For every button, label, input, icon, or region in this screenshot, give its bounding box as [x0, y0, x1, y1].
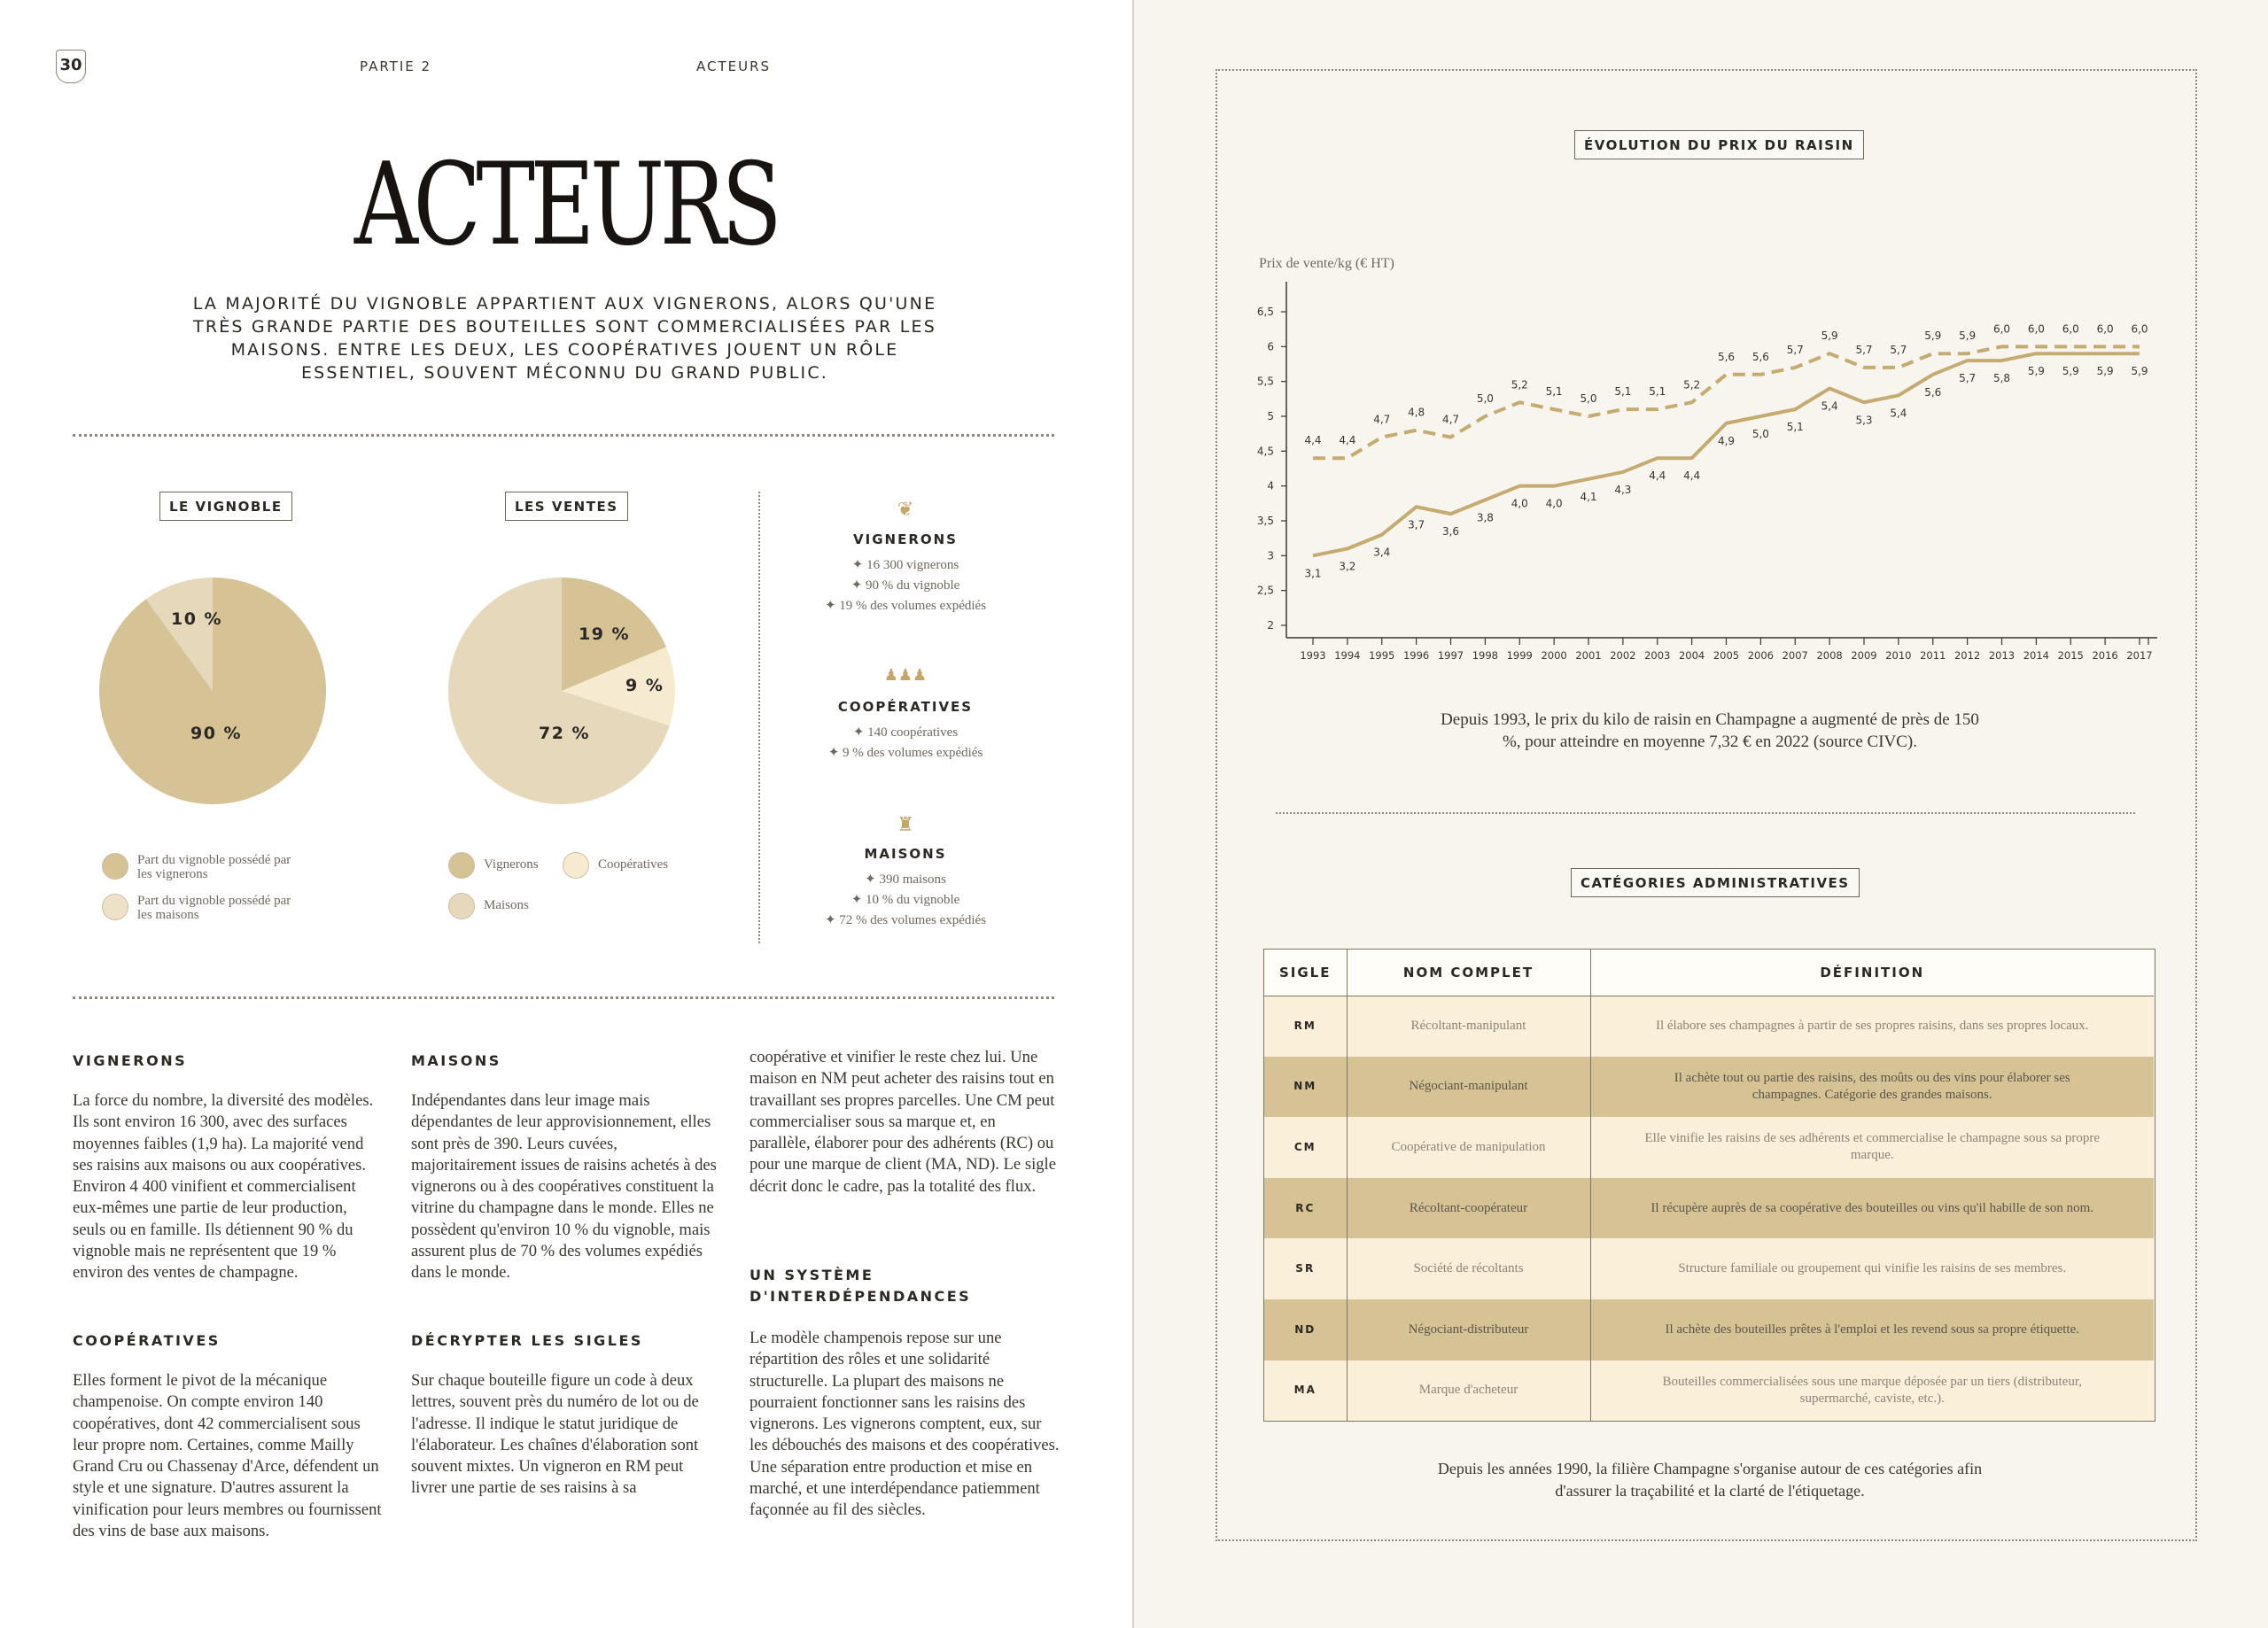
cell-sigle: SR [1264, 1238, 1347, 1299]
data-label: 4,0 [1511, 497, 1528, 510]
data-label: 5,8 [1992, 372, 2011, 385]
x-tick-label: 2015 [2057, 649, 2084, 662]
cell-nom: Marque d'acheteur [1347, 1361, 1590, 1422]
table-row [1264, 996, 2154, 1057]
cell-definition: Il achète des bouteilles prêtes à l'emploi et les revend sous sa propre étiquette. [1590, 1299, 2154, 1361]
legend-swatch-vignerons-ventes [448, 852, 475, 879]
y-tick-label: 5 [1267, 410, 1274, 423]
x-tick-label: 2000 [1541, 649, 1567, 662]
data-label: 4,7 [1441, 413, 1460, 426]
data-label: 5,2 [1511, 378, 1528, 391]
data-label: 6,0 [2131, 322, 2148, 336]
data-label: 4,4 [1304, 434, 1322, 447]
stat-title-cooperatives: COOPÉRATIVES [837, 699, 974, 715]
running-section: PARTIE 2 [360, 58, 432, 74]
price-chart [1240, 266, 2171, 682]
cell-sigle: RM [1264, 996, 1347, 1057]
ventes-label: LES VENTES [505, 492, 628, 521]
stat-line: ✦ 140 coopératives [852, 725, 959, 740]
page-title: ACTEURS [353, 139, 778, 271]
data-label: 5,7 [1959, 372, 1977, 385]
divider-bottom [73, 996, 1054, 999]
data-label: 4,3 [1614, 483, 1632, 496]
data-label: 5,7 [1786, 343, 1804, 356]
x-tick-label: 2006 [1747, 649, 1775, 662]
vignoble-slice-10-label: 10 % [171, 609, 223, 629]
categories-caption: Depuis les années 1990, la filière Champagne s'organise autour de ces catégories afin d'assurer la traçabilité et la clarté de l'étiquetage. [1437, 1460, 1983, 1500]
cell-sigle: CM [1264, 1117, 1347, 1178]
data-label: 5,7 [1890, 343, 1907, 356]
x-tick-label: 2005 [1713, 649, 1740, 662]
stat-title-maisons: MAISONS [864, 846, 947, 862]
cell-nom: Coopérative de manipulation [1347, 1117, 1590, 1178]
heading-sigles: DÉCRYPTER LES SIGLES [411, 1332, 643, 1349]
cell-nom: Récoltant-manipulant [1347, 996, 1590, 1057]
cell-nom: Récoltant-coopérateur [1347, 1178, 1590, 1239]
legend-text-maisons-ventes: Maisons [484, 898, 529, 912]
x-tick-label: 2004 [1678, 649, 1705, 662]
data-label: 3,2 [1339, 560, 1356, 573]
x-tick-label: 2010 [1885, 649, 1912, 662]
data-label: 5,9 [2131, 365, 2148, 378]
data-label: 5,1 [1649, 385, 1666, 399]
table-row [1264, 1361, 2154, 1422]
y-tick-label: 6 [1267, 340, 1274, 353]
data-label: 4,4 [1649, 469, 1666, 483]
heading-maisons: MAISONS [411, 1052, 501, 1069]
cell-definition: Structure familiale ou groupement qui vinifie les raisins de ses membres. [1590, 1238, 2154, 1299]
table-row [1264, 1238, 2154, 1299]
heading-vignerons: VIGNERONS [73, 1052, 188, 1069]
x-tick-label: 1993 [1300, 649, 1326, 662]
legend-swatch-maisons [102, 894, 128, 920]
cell-sigle: NM [1264, 1057, 1347, 1118]
y-tick-label: 3,5 [1256, 515, 1274, 527]
legend-swatch-maisons-ventes [448, 893, 475, 919]
ventes-slice-9-label: 9 % [625, 676, 664, 695]
data-label: 5,9 [1821, 329, 1838, 343]
data-label: 3,7 [1408, 518, 1425, 531]
page-number: 30 [56, 50, 86, 83]
x-tick-label: 2009 [1851, 649, 1877, 662]
lead-paragraph: LA MAJORITÉ DU VIGNOBLE APPARTIENT AUX VIGNERONS, ALORS QU'UNE TRÈS GRANDE PARTIE DES BOUTEILLES SONT COMMERCIALISÉES PAR LES MAISONS. ENTRE LES DEUX, LES COOPÉRATIVES JOUENT UN RÔLE ESSENTIEL, SOUVENT MÉCONNU DU GRAND PUBLIC. [192, 294, 937, 383]
col-header-definition: DÉFINITION [1590, 950, 2154, 996]
cell-definition: Elle vinifie les raisins de ses adhérents et commercialise le champagne sous sa propre marque. [1590, 1117, 2154, 1178]
grapes-icon: ❦ [897, 498, 914, 520]
x-tick-label: 2001 [1575, 649, 1602, 662]
data-label: 5,9 [2027, 365, 2045, 378]
legend-text-cooperatives-ventes: Coopératives [598, 857, 669, 872]
y-tick-label: 4 [1267, 479, 1274, 492]
data-label: 3,4 [1373, 546, 1391, 559]
data-label: 5,4 [1821, 399, 1838, 413]
legend-swatch-cooperatives-ventes [563, 852, 589, 879]
legend-text-maisons: Part du vignoble possédé par les maisons [137, 894, 291, 922]
legend-swatch-vignerons [102, 853, 128, 880]
data-label: 5,9 [2062, 365, 2079, 378]
x-tick-label: 2003 [1644, 649, 1671, 662]
x-tick-label: 1999 [1506, 649, 1533, 662]
text-sigles-continued: coopérative et vinifier le reste chez lui. Une maison en NM peut acheter des raisins tout en travaillant ses propres parcelles. Une CM peut commercialiser sous sa marque et, en parallèle, élaborer pour des adhérents (RC) ou pour une marque de client (MA, ND). Le sigle décrit donc le cadre, pas la totalité des flux. [750, 1048, 1056, 1196]
x-tick-label: 1997 [1437, 649, 1464, 662]
data-label: 6,0 [1992, 322, 2011, 336]
text-vignerons: La force du nombre, la diversité des modèles. Ils sont environ 16 300, avec des surfaces moyennes faibles (1,9 ha). La majorité vend ses raisins aux maisons ou aux coopératives. Environ 4 400 vinifient et commercialisent eux-mêmes une partie de leur production, seuls ou en famille. Ils détiennent 90 % du vignoble mais ne représentent que 19 % environ des ventes de champagne. [73, 1091, 374, 1283]
data-label: 5,1 [1786, 421, 1804, 434]
data-label: 4,4 [1339, 434, 1356, 447]
data-label: 3,8 [1476, 511, 1494, 524]
people-icon: ♟♟♟ [883, 666, 928, 684]
cell-nom: Négociant-manipulant [1347, 1057, 1590, 1118]
data-label: 5,6 [1924, 385, 1942, 399]
heading-systeme: UN SYSTÈME D'INTERDÉPENDANCES [750, 1267, 972, 1305]
y-tick-label: 3 [1267, 549, 1274, 562]
chart-ylabel: Prix de vente/kg (€ HT) [1259, 256, 1394, 271]
data-label: 4,1 [1580, 490, 1597, 503]
cell-definition: Bouteilles commercialisées sous une marque déposée par un tiers (distributeur, supermarché, caviste, etc.). [1590, 1361, 2154, 1422]
col-header-nom: NOM COMPLET [1347, 950, 1590, 996]
data-label: 4,8 [1408, 406, 1425, 419]
stat-title-vignerons: VIGNERONS [853, 531, 958, 547]
data-label: 5,0 [1751, 428, 1769, 440]
x-tick-label: 1996 [1402, 649, 1430, 662]
stat-line: ✦ 72 % des volumes expédiés [824, 913, 987, 927]
data-label: 6,0 [2027, 322, 2045, 336]
data-label: 5,0 [1476, 392, 1494, 405]
data-label: 6,0 [2096, 322, 2114, 336]
stat-line: ✦ 10 % du vignoble [850, 893, 960, 907]
x-tick-label: 2011 [1920, 649, 1946, 662]
vignoble-label: LE VIGNOBLE [159, 492, 292, 521]
x-tick-label: 1994 [1334, 649, 1361, 662]
x-tick-label: 2017 [2126, 649, 2153, 662]
y-tick-label: 4,5 [1256, 445, 1274, 458]
text-sigles: Sur chaque bouteille figure un code à deux lettres, souvent près du numéro de lot ou de l'adresse. Il indique le statut juridique de l'élaborateur. Les chaînes d'élaboration sont souvent mixtes. Un vigneron en RM peut livrer une partie de ses raisins à sa [411, 1371, 699, 1498]
cell-nom: Négociant-distributeur [1347, 1299, 1590, 1361]
right-divider [1276, 812, 2135, 814]
cell-sigle: MA [1264, 1361, 1347, 1422]
heading-cooperatives: COOPÉRATIVES [73, 1332, 221, 1349]
col-header-sigle: SIGLE [1264, 950, 1347, 996]
data-label: 5,9 [2096, 365, 2114, 378]
cell-definition: Il récupère auprès de sa coopérative des bouteilles ou vins qu'il habille de son nom. [1590, 1178, 2154, 1239]
data-label: 5,9 [1924, 329, 1942, 343]
data-label: 5,9 [1959, 329, 1977, 343]
stat-line: ✦ 9 % des volumes expédiés [827, 746, 983, 760]
x-tick-label: 1998 [1472, 649, 1499, 662]
cell-definition: Il achète tout ou partie des raisins, des moûts ou des vins pour élaborer ses champagnes. Catégorie des grandes maisons. [1590, 1057, 2154, 1118]
data-label: 5,1 [1545, 385, 1563, 399]
y-tick-label: 2 [1267, 619, 1274, 632]
divider-vertical [758, 492, 760, 943]
data-label: 3,1 [1304, 567, 1322, 580]
categories-table [1263, 949, 2155, 1422]
data-label: 5,0 [1580, 392, 1597, 405]
x-tick-label: 2008 [1816, 649, 1843, 662]
text-maisons: Indépendantes dans leur image mais dépendantes de leur approvisionnement, elles sont près de 390. Leurs cuvées, majoritairement issues de raisins achetés à des vignerons ou à des coopératives constituent la vitrine du champagne dans le monde. Elles ne possèdent qu'environ 10 % du vignoble, mais assurent plus de 70 % des volumes expédiés dans le monde. [411, 1091, 717, 1283]
data-label: 5,6 [1717, 350, 1736, 363]
series-line-solid [1313, 350, 2140, 555]
data-label: 4,0 [1545, 497, 1563, 510]
table-row [1264, 1299, 2154, 1361]
y-tick-label: 5,5 [1256, 375, 1274, 388]
data-label: 5,7 [1855, 343, 1873, 356]
stat-line: ✦ 16 300 vignerons [851, 558, 959, 572]
data-label: 5,3 [1855, 414, 1873, 427]
chart-title: ÉVOLUTION DU PRIX DU RAISIN [1574, 130, 1864, 159]
ventes-slice-72-label: 72 % [539, 724, 591, 743]
castle-icon: ♜ [897, 813, 914, 835]
x-tick-label: 2012 [1953, 649, 1981, 662]
y-tick-label: 2,5 [1256, 584, 1274, 597]
chart-caption: Depuis 1993, le prix du kilo de raisin en Champagne a augmenté de près de 150 %, pour atteindre en moyenne 7,32 € en 2022 (source CIVC). [1441, 710, 1979, 751]
legend-text-vignerons: Part du vignoble possédé par les vignerons [137, 853, 291, 881]
text-cooperatives: Elles forment le pivot de la mécanique champenoise. On compte environ 140 coopératives, dont 42 commercialisent sous leur propre nom. Certaines, comme Mailly Grand Cru ou Chassenay d'Arce, défendent un style et une signature. D'autres assurent la vinification pour leurs membres ou fournissent des vins de base aux maisons. [73, 1371, 382, 1541]
data-label: 5,1 [1614, 385, 1632, 399]
data-label: 4,4 [1683, 469, 1701, 483]
cell-definition: Il élabore ses champagnes à partir de ses propres raisins, dans ses propres locaux. [1590, 996, 2154, 1057]
categories-title: CATÉGORIES ADMINISTRATIVES [1571, 868, 1860, 897]
data-label: 6,0 [2062, 322, 2079, 336]
x-tick-label: 2014 [2023, 649, 2050, 662]
legend-text-vignerons-ventes: Vignerons [484, 857, 539, 872]
table-row [1264, 1117, 2154, 1178]
cell-nom: Société de récoltants [1347, 1238, 1590, 1299]
ventes-slice-19-label: 19 % [579, 624, 631, 644]
table-row [1264, 1057, 2154, 1118]
x-tick-label: 2016 [2092, 649, 2118, 662]
cell-sigle: RC [1264, 1178, 1347, 1239]
x-tick-label: 1995 [1369, 649, 1395, 662]
stat-line: ✦ 19 % des volumes expédiés [824, 599, 987, 613]
x-tick-label: 2013 [1988, 649, 2016, 662]
x-tick-label: 2002 [1610, 649, 1636, 662]
stat-line: ✦ 90 % du vignoble [850, 578, 960, 593]
divider-top [73, 434, 1054, 437]
x-tick-label: 2007 [1782, 649, 1808, 662]
stat-line: ✦ 390 maisons [865, 872, 946, 887]
text-systeme: Le modèle champenois repose sur une répartition des rôles et une solidarité structurelle. La plupart des maisons ne pourraient fonctionner sans les raisins des vignerons. Les vignerons comptent, eux, sur les débouchés des maisons et des coopératives. Une séparation entre production et mise en marché, et une interdépendance patiemment façonnée au fil des siècles. [750, 1329, 1060, 1520]
data-label: 5,2 [1683, 378, 1701, 391]
running-chapter: ACTEURS [696, 58, 772, 74]
vignoble-slice-90-label: 90 % [190, 724, 243, 743]
cell-sigle: ND [1264, 1299, 1347, 1361]
data-label: 5,6 [1751, 350, 1769, 363]
left-page [0, 0, 1132, 1628]
data-label: 5,4 [1890, 407, 1907, 420]
data-label: 3,6 [1441, 525, 1460, 539]
data-label: 4,7 [1373, 413, 1391, 426]
table-row [1264, 1178, 2154, 1239]
data-label: 4,9 [1717, 434, 1736, 447]
y-tick-label: 6,5 [1256, 306, 1274, 318]
